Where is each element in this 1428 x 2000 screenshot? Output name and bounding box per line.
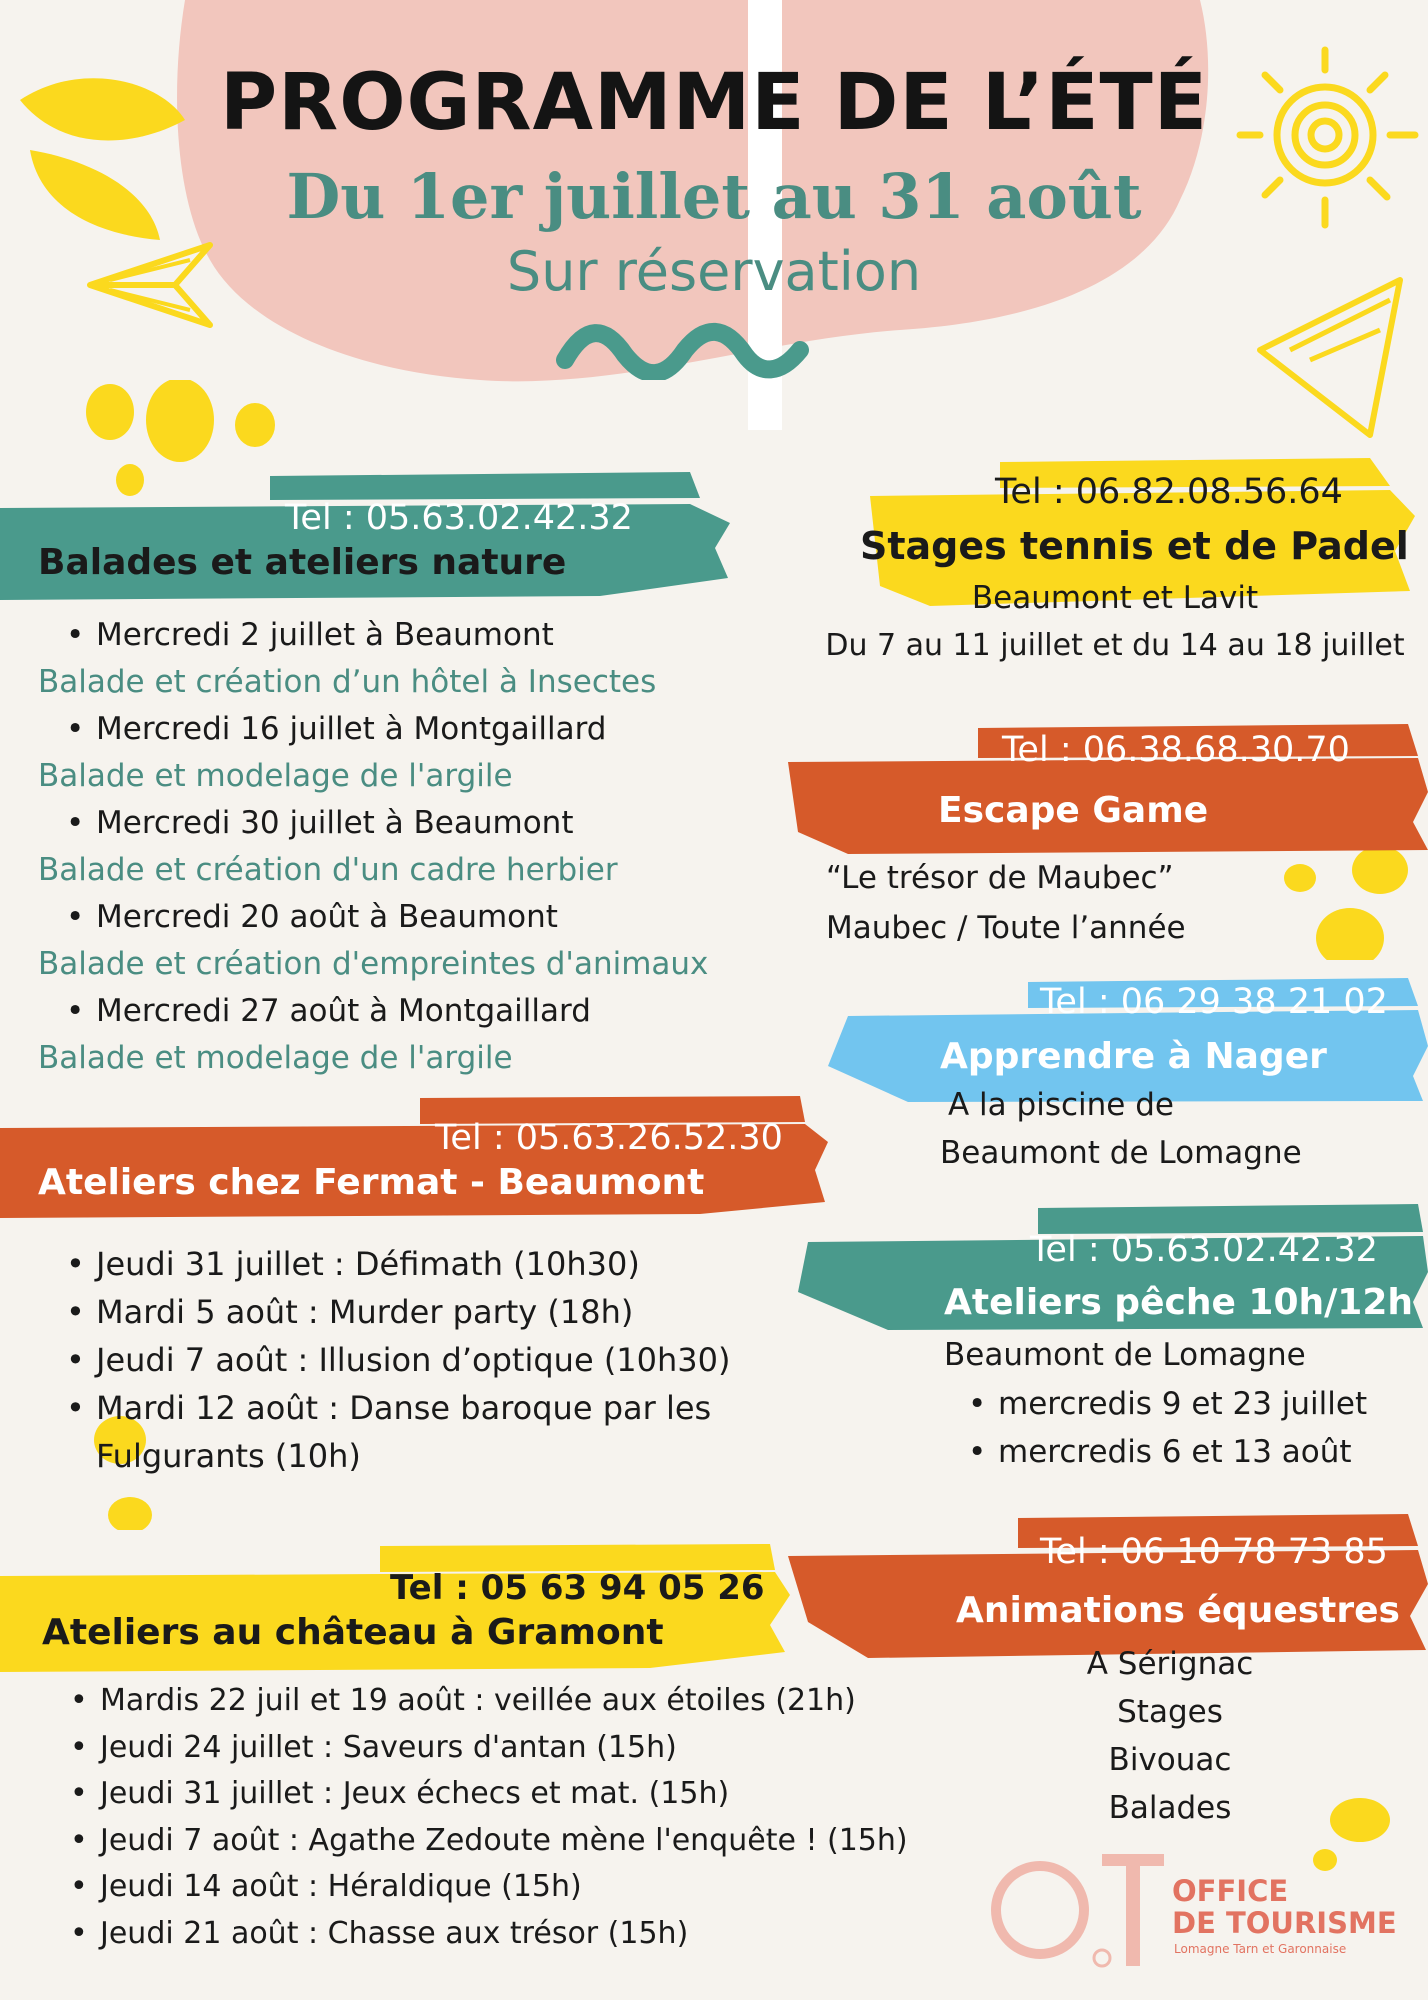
activity-description: Balade et création d'empreintes d'animaux xyxy=(38,946,709,982)
activity-description: Balade et création d'un cadre herbier xyxy=(38,852,618,888)
nature-list xyxy=(62,612,554,659)
list-item: • mercredis 9 et 23 juillet xyxy=(964,1380,1367,1428)
equestre-details xyxy=(1000,1640,1340,1832)
phone-number[interactable]: Tel : 06.38.68.30.70 xyxy=(1002,730,1350,770)
nature-list xyxy=(62,706,606,753)
nature-list xyxy=(62,894,558,941)
equestre-line: Bivouac xyxy=(1108,1742,1232,1778)
section-title: Ateliers au château à Gramont xyxy=(42,1612,664,1653)
phone-number[interactable]: Tel : 05 63 94 05 26 xyxy=(390,1568,765,1608)
list-item: • Jeudi 31 juillet : Jeux échecs et mat. (15h) xyxy=(66,1771,908,1818)
logo-line: DE TOURISME xyxy=(1172,1906,1397,1940)
list-item: • Jeudi 7 août : Agathe Zedoute mène l'enquête ! (15h) xyxy=(66,1818,908,1865)
activity-description: Balade et modelage de l'argile xyxy=(38,1040,513,1076)
peche-list xyxy=(964,1380,1367,1476)
list-item: • mercredis 6 et 13 août xyxy=(964,1428,1367,1476)
list-item: • Mercredi 27 août à Montgaillard xyxy=(62,988,591,1035)
escape-location: Maubec / Toute l’année xyxy=(826,910,1186,946)
teal-brush-band xyxy=(0,468,740,608)
phone-number[interactable]: Tel : 05.63.02.42.32 xyxy=(1030,1230,1378,1270)
date-range: Du 1er juillet au 31 août xyxy=(286,160,1142,233)
section-title: Stages tennis et de Padel xyxy=(860,524,1409,568)
section-title: Balades et ateliers nature xyxy=(38,542,567,583)
tennis-location: Beaumont et Lavit xyxy=(971,580,1259,616)
logo-line: OFFICE xyxy=(1172,1874,1289,1908)
nager-location: Beaumont de Lomagne xyxy=(940,1135,1302,1171)
section-title: Ateliers chez Fermat - Beaumont xyxy=(38,1162,705,1203)
activity-description: Balade et création d’un hôtel à Insectes xyxy=(38,664,657,700)
list-item: • Mardi 5 août : Murder party (18h) xyxy=(62,1288,731,1336)
equestre-line: A Sérignac xyxy=(1086,1646,1254,1682)
equestre-line: Stages xyxy=(1117,1694,1223,1730)
list-item-continuation: Fulgurants (10h) xyxy=(96,1437,361,1475)
list-item: • Mercredi 16 juillet à Montgaillard xyxy=(62,706,606,753)
phone-number[interactable]: Tel : 05.63.02.42.32 xyxy=(285,498,633,538)
section-title: Escape Game xyxy=(938,790,1209,831)
list-item: • Mardis 22 juil et 19 août : veillée aux étoiles (21h) xyxy=(66,1678,908,1725)
peche-location: Beaumont de Lomagne xyxy=(944,1337,1306,1373)
page-title: PROGRAMME DE L’ÉTÉ xyxy=(219,58,1208,148)
list-item: • Mercredi 2 juillet à Beaumont xyxy=(62,612,554,659)
reservation-note: Sur réservation xyxy=(506,240,922,303)
phone-number[interactable]: Tel : 06.82.08.56.64 xyxy=(995,472,1343,512)
list-item: • Jeudi 21 août : Chasse aux trésor (15h) xyxy=(66,1911,908,1958)
activity-description: Balade et modelage de l'argile xyxy=(38,758,513,794)
list-item: • Jeudi 7 août : Illusion d’optique (10h30) xyxy=(62,1336,731,1384)
escape-title: “Le trésor de Maubec” xyxy=(826,860,1174,896)
nager-location: A la piscine de xyxy=(948,1087,1174,1123)
equestre-line: Balades xyxy=(1108,1790,1232,1826)
phone-number[interactable]: Tel : 06 29 38 21 02 xyxy=(1040,982,1388,1022)
section-title: Animations équestres xyxy=(956,1590,1400,1631)
list-item: • Mercredi 30 juillet à Beaumont xyxy=(62,800,574,847)
phone-number[interactable]: Tel : 06 10 78 73 85 xyxy=(1040,1532,1388,1572)
section-title: Ateliers pêche 10h/12h xyxy=(944,1282,1414,1323)
list-item: • Jeudi 24 juillet : Saveurs d'antan (15h) xyxy=(66,1725,908,1772)
list-item: • Jeudi 14 août : Héraldique (15h) xyxy=(66,1864,908,1911)
section-title: Apprendre à Nager xyxy=(940,1036,1327,1077)
wave-decoration xyxy=(555,320,815,380)
logo-subtitle: Lomagne Tarn et Garonnaise xyxy=(1174,1942,1347,1956)
list-item: • Mercredi 20 août à Beaumont xyxy=(62,894,558,941)
gramont-list xyxy=(66,1678,908,1957)
list-item: • Jeudi 31 juillet : Défimath (10h30) xyxy=(62,1240,731,1288)
phone-number[interactable]: Tel : 05.63.26.52.30 xyxy=(435,1118,783,1158)
nature-list xyxy=(62,800,574,847)
fermat-list xyxy=(62,1240,731,1480)
nature-list xyxy=(62,988,591,1035)
yellow-brush-band xyxy=(0,1540,790,1680)
ot-mark-icon xyxy=(990,1848,1170,1978)
tennis-dates: Du 7 au 11 juillet et du 14 au 18 juillet xyxy=(825,628,1405,663)
list-item: • Mardi 12 août : Danse baroque par les xyxy=(62,1384,731,1432)
